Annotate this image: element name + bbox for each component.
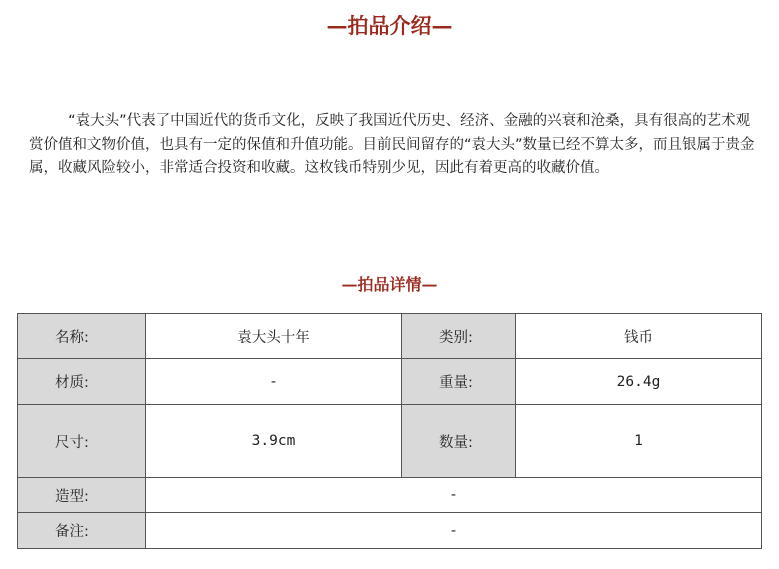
remark-label: 备注:: [18, 513, 146, 549]
quantity-label: 数量:: [402, 405, 516, 478]
name-value: 袁大头十年: [146, 314, 402, 359]
category-label: 类别:: [402, 314, 516, 359]
shape-label: 造型:: [18, 478, 146, 513]
material-label: 材质:: [18, 359, 146, 405]
material-value: -: [146, 359, 402, 405]
details-section-title: —拍品详情—: [341, 275, 438, 294]
details-table: [17, 313, 762, 549]
table-row: [18, 513, 762, 549]
size-value: 3.9cm: [146, 405, 402, 478]
name-label: 名称:: [18, 314, 146, 359]
table-row: [18, 405, 762, 478]
table-row: [18, 478, 762, 513]
weight-value: 26.4g: [516, 359, 762, 405]
quantity-value: 1: [516, 405, 762, 478]
size-label: 尺寸:: [18, 405, 146, 478]
category-value: 钱币: [516, 314, 762, 359]
shape-value: -: [146, 478, 762, 513]
table-row: [18, 359, 762, 405]
intro-section-title: —拍品介绍—: [326, 13, 453, 38]
weight-label: 重量:: [402, 359, 516, 405]
intro-paragraph: “袁大头”代表了中国近代的货币文化，反映了我国近代历史、经济、金融的兴衰和沧桑，具有很高的艺术观赏价值和文物价值，也具有一定的保值和升值功能。目前民间留存的“袁大头”数量已经不算太多，而且银属于贵金属，收藏风险较小，非常适合投资和收藏。这枚钱币特别少见，因此有着更高的收藏价值。: [29, 113, 755, 176]
remark-value: -: [146, 513, 762, 549]
table-row: [18, 314, 762, 359]
